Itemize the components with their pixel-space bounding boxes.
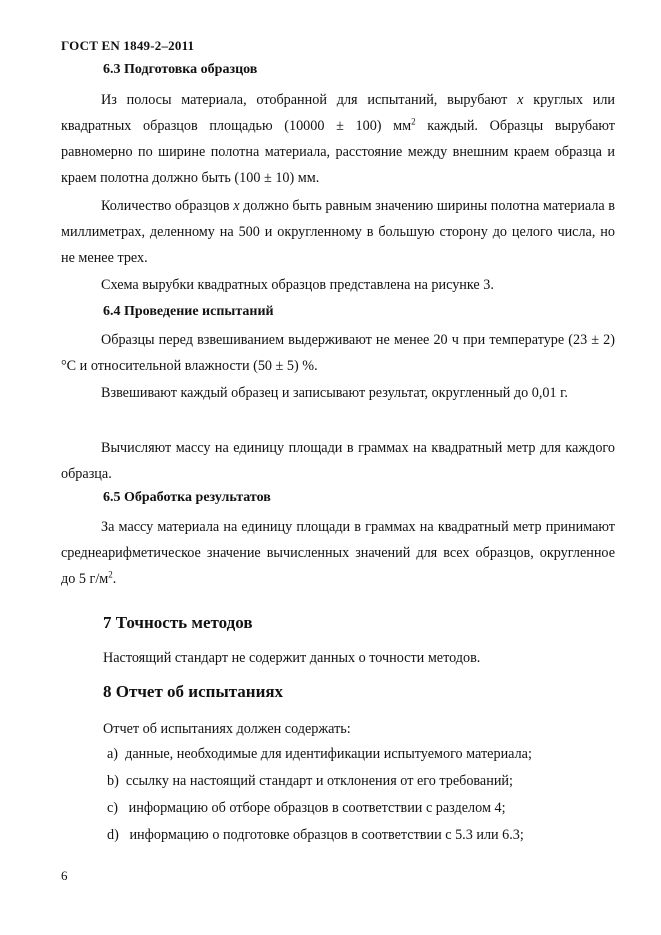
- section-6-5-title: 6.5 Обработка результатов: [103, 490, 271, 505]
- list-item: [107, 827, 524, 844]
- list-marker: b): [107, 773, 119, 789]
- superscript: 2: [108, 569, 113, 580]
- list-item-text: информацию о подготовке образцов в соответствии с 5.3 или 6.3;: [129, 827, 524, 843]
- superscript: 2: [411, 116, 416, 127]
- variable-x: x: [233, 198, 240, 214]
- section-8-intro: Отчет об испытаниях должен содержать:: [103, 721, 351, 737]
- list-marker: a): [107, 746, 119, 762]
- text: Из полосы материала, отобранной для испытаний, вырубают: [101, 92, 508, 108]
- text: круглых или квадратных образцов площадью (10000 ± 100) мм: [61, 92, 615, 134]
- page-number: 6: [61, 868, 68, 883]
- list-item-text: ссылку на настоящий стандарт и отклонения от его требований;: [125, 773, 513, 789]
- section-6-4-title: 6.4 Проведение испытаний: [103, 304, 274, 319]
- section-7-paragraph: Настоящий стандарт не содержит данных о точности методов.: [103, 650, 481, 666]
- text: Количество образцов: [101, 198, 230, 214]
- text: .: [112, 571, 117, 587]
- section-6-4-paragraph-1: Образцы перед взвешиванием выдерживают не менее 20 ч при температуре (23 ± 2) °C и относительной влажности (50 ± 5) %.: [61, 332, 615, 374]
- list-item-text: информацию об отборе образцов в соответствии с разделом 4;: [128, 800, 506, 816]
- section-7-title: 7 Точность методов: [103, 613, 253, 632]
- list-item: [107, 746, 532, 763]
- list-item: [107, 773, 513, 790]
- text: За массу материала на единицу площади в граммах на квадратный метр принимают среднеарифметическое значение вычисленных значений для всех образцов, округленное до 5 г/м: [61, 519, 615, 587]
- list-item-text: данные, необходимые для идентификации испытуемого материала;: [125, 746, 532, 762]
- section-6-3-title: 6.3 Подготовка образцов: [103, 62, 258, 77]
- text: каждый. Образцы вырубают равномерно по ширине полотна материала, расстояние между внешним краем образца и краем полотна должно быть (100 ± 10) мм.: [61, 118, 616, 186]
- section-6-3-paragraph-1: [61, 87, 615, 191]
- list-marker: c): [107, 800, 119, 816]
- document-header: ГОСТ EN 1849-2–2011: [61, 38, 195, 53]
- section-6-4-paragraph-2: Взвешивают каждый образец и записывают результат, округленный до 0,01 г.: [101, 385, 568, 401]
- section-6-3-paragraph-3: Схема вырубки квадратных образцов представлена на рисунке 3.: [101, 277, 494, 293]
- section-6-4-paragraph-3: Вычисляют массу на единицу площади в граммах на квадратный метр для каждого образца.: [61, 440, 615, 482]
- list-item: [107, 800, 506, 817]
- variable-x: x: [517, 92, 524, 108]
- section-8-title: 8 Отчет об испытаниях: [103, 682, 284, 701]
- text: должно быть равным значению ширины полотна материала в миллиметрах, деленному на 500 и округленному в большую сторону до целого числа, но не менее трех.: [61, 198, 616, 266]
- section-6-5-paragraph-1: [61, 514, 615, 592]
- list-marker: d): [107, 827, 119, 843]
- section-6-3-paragraph-2: [61, 193, 615, 271]
